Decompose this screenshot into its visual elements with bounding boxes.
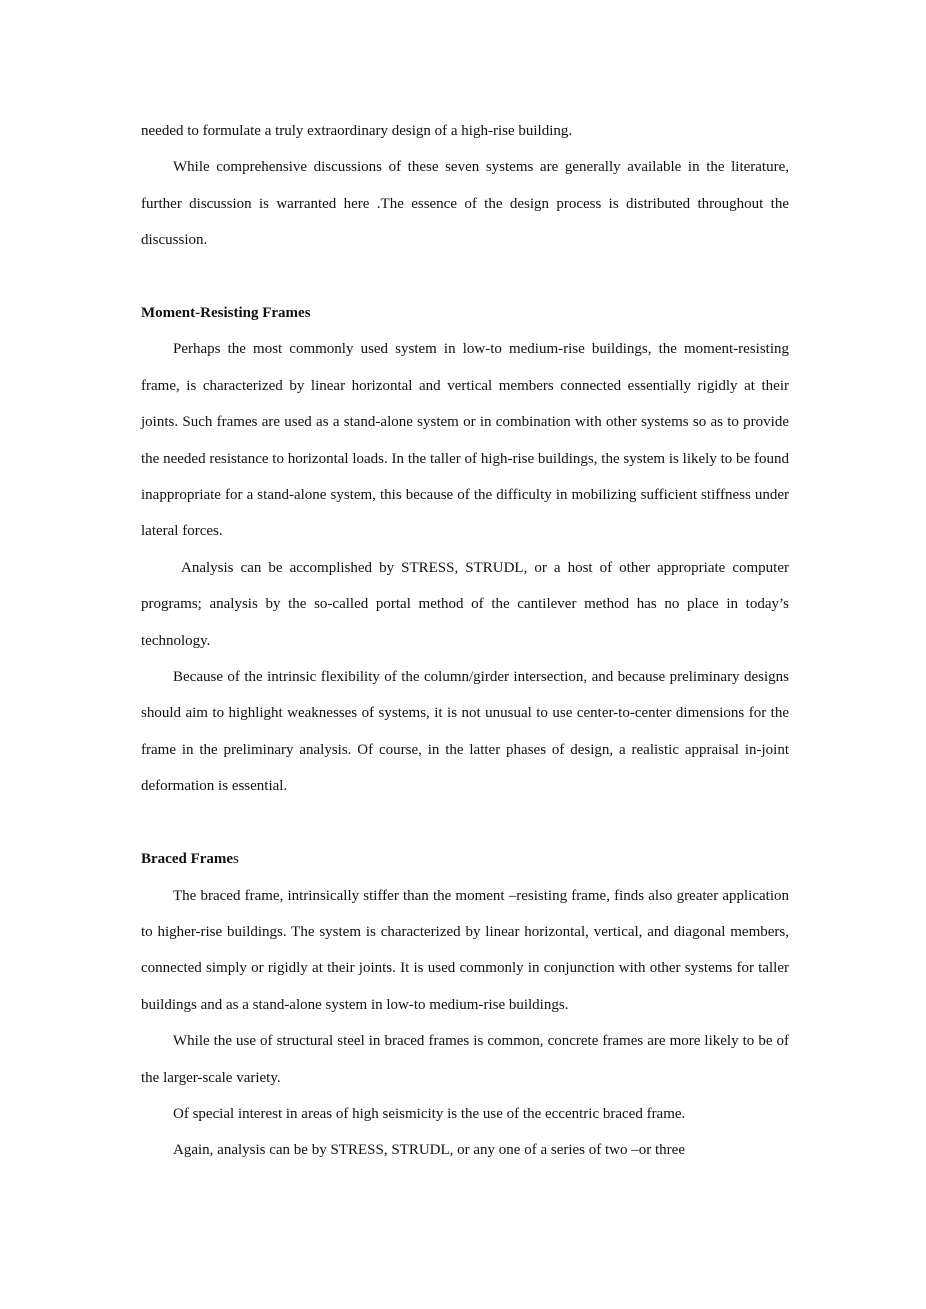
moment-frames-paragraph-2: Analysis can be accomplished by STRESS, STRUDL, or a host of other appropriate computer programs; analysis by the so-called portal method of the cantilever method has no place in today’s technology.: [141, 559, 789, 649]
section-heading-braced-frames: [141, 841, 789, 877]
braced-frames-heading-bold: Braced Frame: [141, 851, 234, 868]
document-body: [141, 113, 789, 1169]
braced-frames-heading-tail: s: [233, 851, 239, 868]
braced-frames-paragraph-1: The braced frame, intrinsically stiffer than the moment –resisting frame, finds also greater application to higher-rise buildings. The system is characterized by linear horizontal, vertical, and diagonal members, connected simply or rigidly at their joints. It is used commonly in conjunction with other systems for taller buildings and as a stand-alone system in low-to medium-rise buildings.: [141, 887, 789, 1013]
moment-frames-paragraph-1: Perhaps the most commonly used system in low-to medium-rise buildings, the moment-resisting frame, is characterized by linear horizontal and vertical members connected essentially rigidly at their joints. Such frames are used as a stand-alone system or in combination with other systems so as to provide the needed resistance to horizontal loads. In the taller of high-rise buildings, the system is likely to be found inappropriate for a stand-alone system, this because of the difficulty in mobilizing sufficient stiffness under lateral forces.: [141, 341, 789, 540]
braced-frames-paragraph-2: While the use of structural steel in braced frames is common, concrete frames are more likely to be of the larger-scale variety.: [141, 1033, 789, 1086]
section-heading-moment-resisting-frames: Moment-Resisting Frames: [141, 305, 311, 322]
moment-frames-paragraph-3: Because of the intrinsic flexibility of the column/girder intersection, and because preliminary designs should aim to highlight weaknesses of systems, it is not unusual to use center-to-center dimensions for the frame in the preliminary analysis. Of course, in the latter phases of design, a realistic appraisal in-joint deformation is essential.: [141, 669, 789, 795]
braced-frames-paragraph-3: Of special interest in areas of high seismicity is the use of the eccentric braced frame.: [173, 1105, 686, 1122]
intro-continuation-text: needed to formulate a truly extraordinary design of a high-rise building.: [141, 123, 573, 139]
braced-frames-paragraph-4: Again, analysis can be by STRESS, STRUDL, or any one of a series of two –or three: [173, 1142, 685, 1159]
intro-paragraph: While comprehensive discussions of these seven systems are generally available in the literature, further discussion is warranted here .The essence of the design process is distributed throughout the discussion.: [141, 159, 789, 249]
